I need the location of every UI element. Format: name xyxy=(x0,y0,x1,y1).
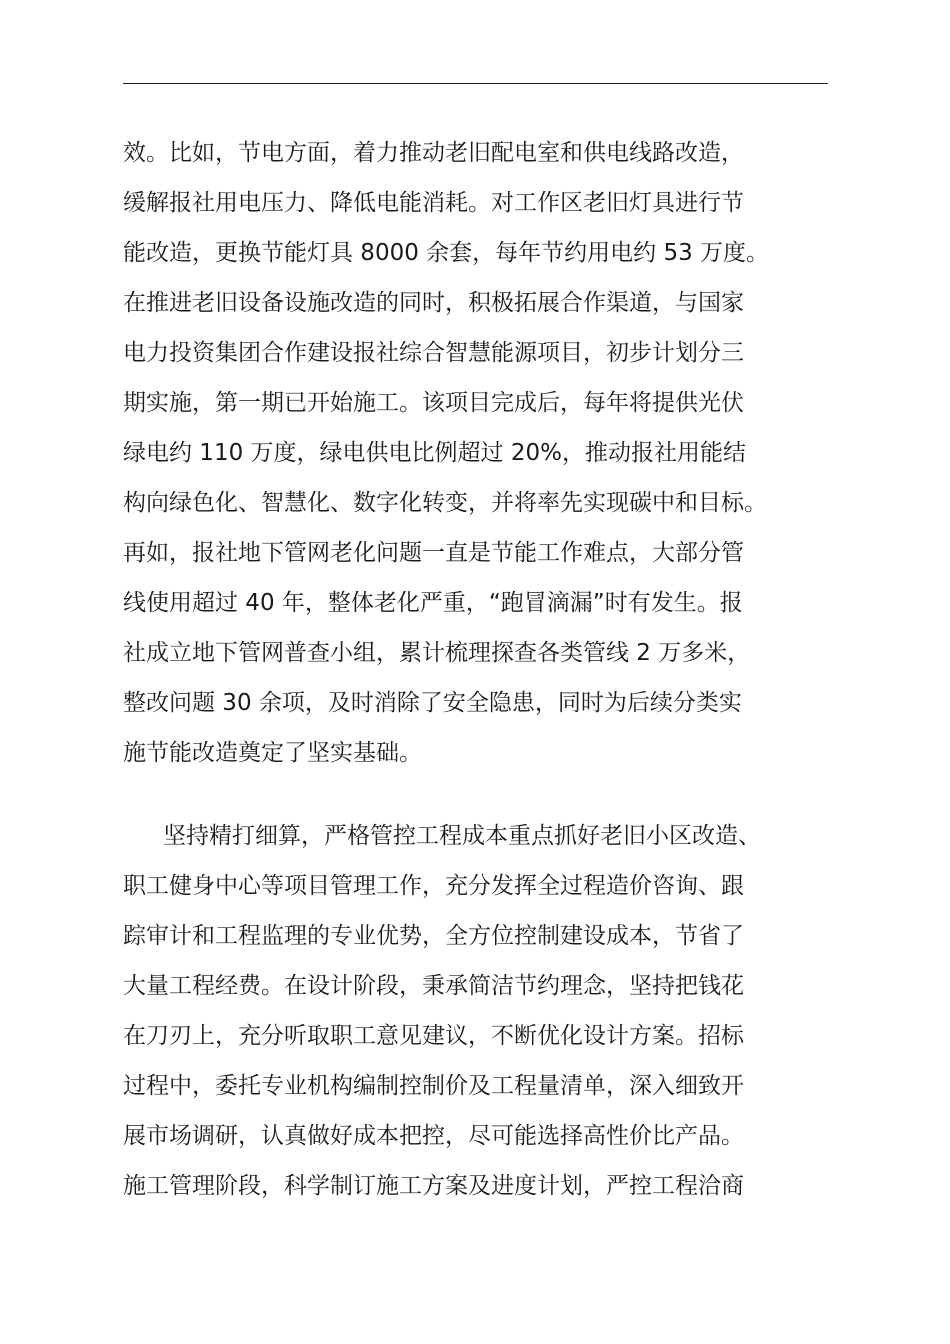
text-line: 踪审计和工程监理的专业优势，全方位控制建设成本，节省了 xyxy=(123,923,744,949)
text-line: 大量工程经费。在设计阶段，秉承简洁节约理念，坚持把钱花 xyxy=(123,973,744,999)
text-line: 展市场调研，认真做好成本把控，尽可能选择高性价比产品。 xyxy=(123,1123,744,1149)
text-line: 效。比如，节电方面，着力推动老旧配电室和供电线路改造， xyxy=(123,140,744,166)
text-line: 缓解报社用电压力、降低电能消耗。对工作区老旧灯具进行节 xyxy=(123,190,744,216)
text-line: 电力投资集团合作建设报社综合智慧能源项目，初步计划分三 xyxy=(123,340,744,366)
paragraph-spacer xyxy=(123,778,843,811)
text-line: 坚持精打细算，严格管控工程成本重点抓好老旧小区改造、 xyxy=(163,823,761,849)
text-line: 线使用超过 40 年，整体老化严重，“跑冒滴漏”时有发生。报 xyxy=(123,590,743,616)
text-line: 期实施，第一期已开始施工。该项目完成后，每年将提供光伏 xyxy=(123,390,744,416)
paragraph-1 xyxy=(123,128,843,778)
text-line: 过程中，委托专业机构编制控制价及工程量清单，深入细致开 xyxy=(123,1073,744,1099)
text-line: 能改造，更换节能灯具 8000 余套，每年节约用电约 53 万度。 xyxy=(123,240,770,266)
text-line: 职工健身中心等项目管理工作，充分发挥全过程造价咨询、跟 xyxy=(123,873,744,899)
paragraph-2 xyxy=(123,811,843,1211)
text-line: 再如，报社地下管网老化问题一直是节能工作难点，大部分管 xyxy=(123,540,744,566)
header-rule xyxy=(123,83,828,84)
document-body xyxy=(123,128,843,1211)
text-line: 绿电约 110 万度，绿电供电比例超过 20%，推动报社用能结 xyxy=(123,440,746,466)
text-line: 施节能改造奠定了坚实基础。 xyxy=(123,740,422,766)
text-line: 在推进老旧设备设施改造的同时，积极拓展合作渠道，与国家 xyxy=(123,290,744,316)
text-line: 社成立地下管网普查小组，累计梳理探查各类管线 2 万多米， xyxy=(123,640,751,666)
text-line: 整改问题 30 余项，及时消除了安全隐患，同时为后续分类实 xyxy=(123,690,742,716)
text-line: 施工管理阶段，科学制订施工方案及进度计划，严控工程洽商 xyxy=(123,1173,744,1199)
text-line: 在刀刃上，充分听取职工意见建议，不断优化设计方案。招标 xyxy=(123,1023,744,1049)
text-line: 构向绿色化、智慧化、数字化转变，并将率先实现碳中和目标。 xyxy=(123,490,767,516)
